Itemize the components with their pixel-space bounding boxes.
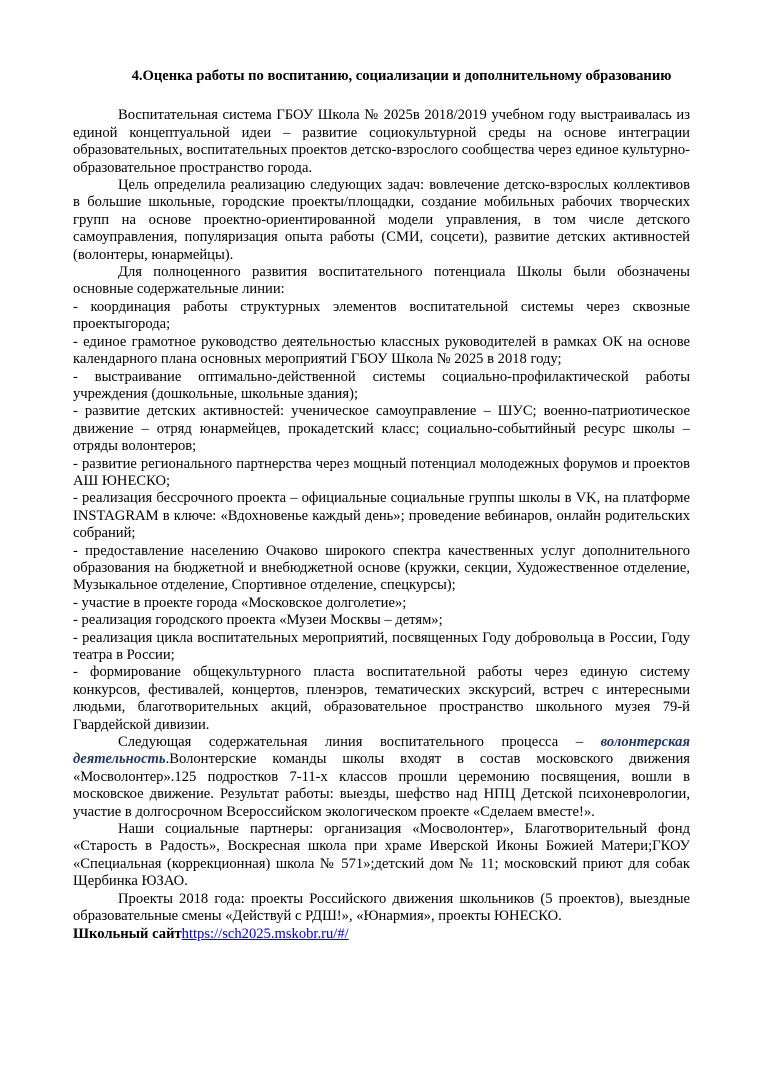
list-item: - реализация бессрочного проекта – официальные социальные группы школы в VK, на платформе INSTAGRAM в ключе: «Вдохновенье каждый день»; проведение вебинаров, онлайн родительских собраний; (73, 490, 690, 542)
volunteer-text-after: .Волонтерские команды школы входят в состав московского движения «Мосволонтер».125 подростков 7-11-х классов прошли церемонию посвящения, вошли в московское движение. Результат работы: выезды, шефство над НПЦ Детской психоневрологии, участие в долгосрочном Всероссийском экологическом проекте «Сделаем вместе!». (73, 751, 690, 820)
paragraph-lines-intro: Для полноценного развития воспитательного потенциала Школы были обозначены основные содержательные линии: (73, 264, 690, 298)
paragraph-goal: Цель определила реализацию следующих задач: вовлечение детско-взрослых коллективов в большие школьные, городские проекты/площадки, создание мобильных рабочих творческих групп на основе проектно-ориентированной модели управления, в том числе детского самоуправления, популяризация опыта работы (СМИ, соцсети), развитие детских активностей (волонтеры, юнармейцы). (73, 177, 690, 263)
volunteer-emphasis: волонтерская деятельность (73, 734, 690, 768)
volunteer-text-before: Следующая содержательная линия воспитательного процесса – (118, 734, 601, 751)
list-item: - реализация городского проекта «Музеи Москвы – детям»; (73, 612, 443, 629)
list-item: - выстраивание оптимально-действенной системы социально-профилактической работы учреждения (дошкольные, школьные здания); (73, 368, 690, 402)
list-item: - реализация цикла воспитательных мероприятий, посвященных Году добровольца в России, Году театра в России; (73, 629, 690, 663)
list-item: - единое грамотное руководство деятельностью классных руководителей в рамках ОК на основе календарного плана основных мероприятий ГБОУ Школа № 2025 в 2018 году; (73, 333, 690, 368)
list-item: - участие в проекте города «Московское долголетие»; (73, 594, 407, 611)
list-item: - развитие детских активностей: ученическое самоуправление – ШУС; военно-патриотическое движение – отряд юнармейцев, прокадетский класс; социально-событийный ресурс школы – отряды волонтеров; (73, 403, 690, 455)
paragraph-intro: Воспитательная система ГБОУ Школа № 2025в 2018/2019 учебном году выстраивалась из единой концептуальной идеи – развитие социокультурной среды на основе интеграции образовательных, воспитательных проектов детско-взрослого сообщества через единое культурно-образовательное пространство города. (73, 107, 690, 176)
list-item: - предоставление населению Очаково широкого спектра качественных услуг дополнительного образования на бюджетной и внебюджетной основе (кружки, секции, Художественное отделение, Музыкальное отделение, Спортивное отделение, спецкурсы); (73, 542, 690, 594)
list-item: - развитие регионального партнерства через мощный потенциал молодежных форумов и проектов АШ ЮНЕСКО; (73, 455, 690, 489)
list-item: - координация работы структурных элементов воспитательной системы через сквозные проектыгорода; (73, 298, 690, 333)
section-heading: 4.Оценка работы по воспитанию, социализации и дополнительному образованию (131, 68, 672, 84)
school-site-line (73, 926, 690, 943)
school-site-link[interactable]: https://sch2025.mskobr.ru/#/ (181, 925, 349, 942)
paragraph-projects: Проекты 2018 года: проекты Российского движения школьников (5 проектов), выездные образовательные смены «Действуй с РДШ!», «Юнармия», проекты ЮНЕСКО. (73, 890, 690, 925)
school-site-label: Школьный сайт (73, 925, 182, 942)
list-item: - формирование общекультурного пласта воспитательной работы через единую систему конкурсов, фестивалей, концертов, пленэров, тематических экскурсий, встреч с интересными людьми, благотворительных акций, образовательное пространство школьного музея 79-й Гвардейской дивизии. (73, 664, 690, 733)
paragraph-volunteer (73, 734, 690, 821)
paragraph-partners: Наши социальные партнеры: организация «Мосволонтер», Благотворительный фонд «Старость в Радость», Воскресная школа при храме Иверской Иконы Божией Матери;ГКОУ «Специальная (коррекционная) школа № 571»;детский дом № 11; московский приют для собак Щербинка ЮЗАО. (73, 821, 690, 890)
